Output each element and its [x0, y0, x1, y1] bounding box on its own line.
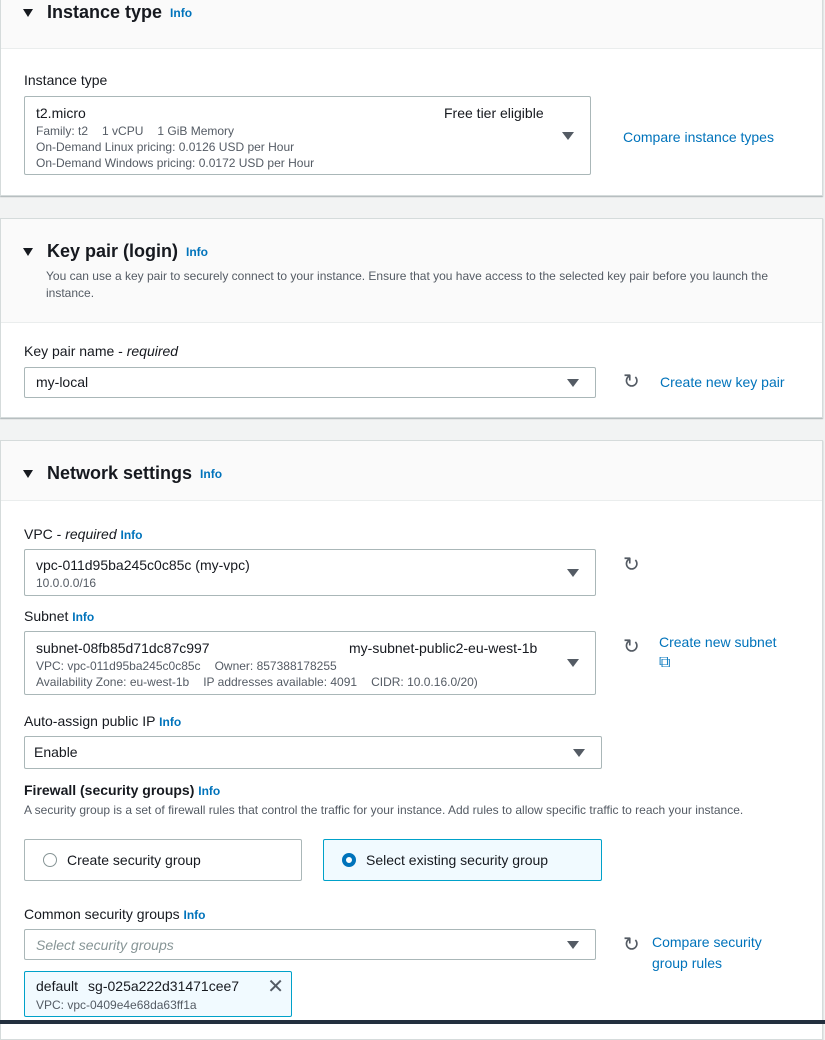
public-ip-label: [24, 713, 181, 729]
option-label: Select existing security group: [366, 852, 549, 868]
section-title: Instance type: [47, 2, 163, 22]
external-link-icon[interactable]: ⧉: [659, 654, 671, 671]
token-vpc: VPC: vpc-0409e4e68da63ff1a: [36, 998, 197, 1012]
selected-value: t2.micro: [36, 105, 86, 121]
selected-value: subnet-08fb85d71dc87c997: [36, 640, 210, 656]
caret-down-icon: [567, 569, 579, 577]
info-link[interactable]: Info: [183, 908, 206, 922]
token-name: default: [36, 978, 79, 994]
bottom-bar: [0, 1020, 825, 1024]
caret-down-icon: [562, 132, 574, 140]
label-text: Auto-assign public IP: [24, 713, 156, 729]
firewall-description: A security group is a set of firewall rules that control the traffic for your instance. Add rules to allow specific traffic to reach your instance.: [24, 803, 744, 817]
firewall-label: [24, 782, 220, 798]
placeholder: Select security groups: [36, 937, 174, 953]
refresh-icon[interactable]: ↻: [623, 554, 640, 576]
instance-type-select[interactable]: [24, 96, 591, 175]
label-text: Key pair name -: [24, 343, 127, 359]
key-pair-panel: [0, 218, 823, 418]
subnet-ips: IP addresses available: 4091: [203, 675, 358, 689]
create-key-pair-link[interactable]: Create new key pair: [660, 374, 785, 390]
subnet-az: Availability Zone: eu-west-1b: [36, 675, 190, 689]
info-link[interactable]: Info: [198, 784, 221, 798]
free-tier-badge: Free tier eligible: [444, 105, 544, 121]
radio-button-selected[interactable]: [342, 853, 356, 867]
info-link[interactable]: Info: [200, 466, 223, 481]
label-text: Subnet: [24, 608, 69, 624]
linux-pricing: On-Demand Linux pricing: 0.0126 USD per Hour: [36, 140, 295, 154]
section-title: Network settings: [47, 463, 193, 483]
caret-down-icon: [23, 248, 33, 256]
selected-value: my-local: [36, 374, 89, 390]
token-id: sg-025a222d31471cee7: [88, 978, 240, 994]
required-marker: required: [65, 526, 117, 542]
vpc-cidr: 10.0.0.0/16: [36, 576, 97, 590]
radio-button[interactable]: [43, 853, 57, 867]
refresh-icon[interactable]: ↻: [623, 371, 640, 393]
selected-value: Enable: [34, 744, 78, 760]
common-sg-label: [24, 906, 206, 922]
label-text: VPC -: [24, 526, 66, 542]
select-existing-security-group-option[interactable]: [323, 839, 602, 881]
vpc-label: [24, 526, 143, 542]
subnet-select[interactable]: [24, 631, 596, 695]
link-line[interactable]: Compare security: [652, 934, 762, 950]
memory: 1 GiB Memory: [157, 124, 235, 138]
create-security-group-option[interactable]: [24, 839, 302, 881]
link-line[interactable]: group rules: [652, 955, 723, 971]
caret-down-icon: [567, 379, 579, 387]
label-text: Common security groups: [24, 906, 180, 922]
info-link[interactable]: Info: [120, 528, 143, 542]
subnet-vpc: VPC: vpc-011d95ba245c0c85c: [36, 659, 201, 673]
security-group-token: [24, 971, 292, 1017]
section-toggle[interactable]: [23, 463, 222, 484]
security-groups-select[interactable]: [24, 929, 596, 960]
vpc-select[interactable]: [24, 549, 596, 596]
refresh-icon[interactable]: ↻: [623, 934, 640, 956]
section-title: Key pair (login): [47, 241, 179, 261]
info-link[interactable]: Info: [170, 5, 193, 20]
instance-type-panel: [0, 0, 823, 196]
family: Family: t2: [36, 124, 89, 138]
caret-down-icon: [567, 659, 579, 667]
compare-security-group-rules-link[interactable]: [652, 932, 762, 974]
field-label: [24, 343, 178, 359]
section-toggle[interactable]: [23, 2, 192, 23]
subnet-name: my-subnet-public2-eu-west-1b: [349, 640, 538, 656]
info-link[interactable]: Info: [186, 244, 209, 259]
info-link[interactable]: Info: [72, 610, 95, 624]
windows-pricing: On-Demand Windows pricing: 0.0172 USD per Hour: [36, 156, 315, 170]
close-icon[interactable]: ✕: [267, 976, 284, 998]
refresh-icon[interactable]: ↻: [623, 636, 640, 658]
create-subnet-link[interactable]: Create new subnet: [659, 634, 777, 650]
caret-down-icon: [567, 941, 579, 949]
label-text: Firewall (security groups): [24, 782, 195, 798]
info-link[interactable]: Info: [159, 715, 182, 729]
network-settings-panel: [0, 440, 823, 1040]
subnet-cidr: CIDR: 10.0.16.0/20): [371, 675, 478, 689]
caret-down-icon: [573, 749, 585, 757]
vcpu: 1 vCPU: [102, 124, 144, 138]
subnet-label: [24, 608, 94, 624]
option-label: Create security group: [67, 852, 201, 868]
section-toggle[interactable]: [23, 241, 208, 262]
caret-down-icon: [23, 470, 33, 478]
compare-instance-types-link[interactable]: Compare instance types: [623, 129, 774, 145]
required-marker: required: [126, 343, 179, 359]
subnet-owner: Owner: 857388178255: [214, 659, 337, 673]
public-ip-select[interactable]: [24, 736, 602, 769]
selected-value: vpc-011d95ba245c0c85c (my-vpc): [36, 557, 250, 573]
key-pair-select[interactable]: [24, 367, 596, 398]
section-description: You can use a key pair to securely connect to your instance. Ensure that you have access to the selected key pair before you launch the instance.: [46, 269, 768, 300]
panel-header: [1, 0, 822, 49]
caret-down-icon: [23, 9, 33, 17]
panel-header: [1, 441, 822, 501]
field-label: Instance type: [24, 72, 108, 88]
panel-header: [1, 219, 822, 323]
